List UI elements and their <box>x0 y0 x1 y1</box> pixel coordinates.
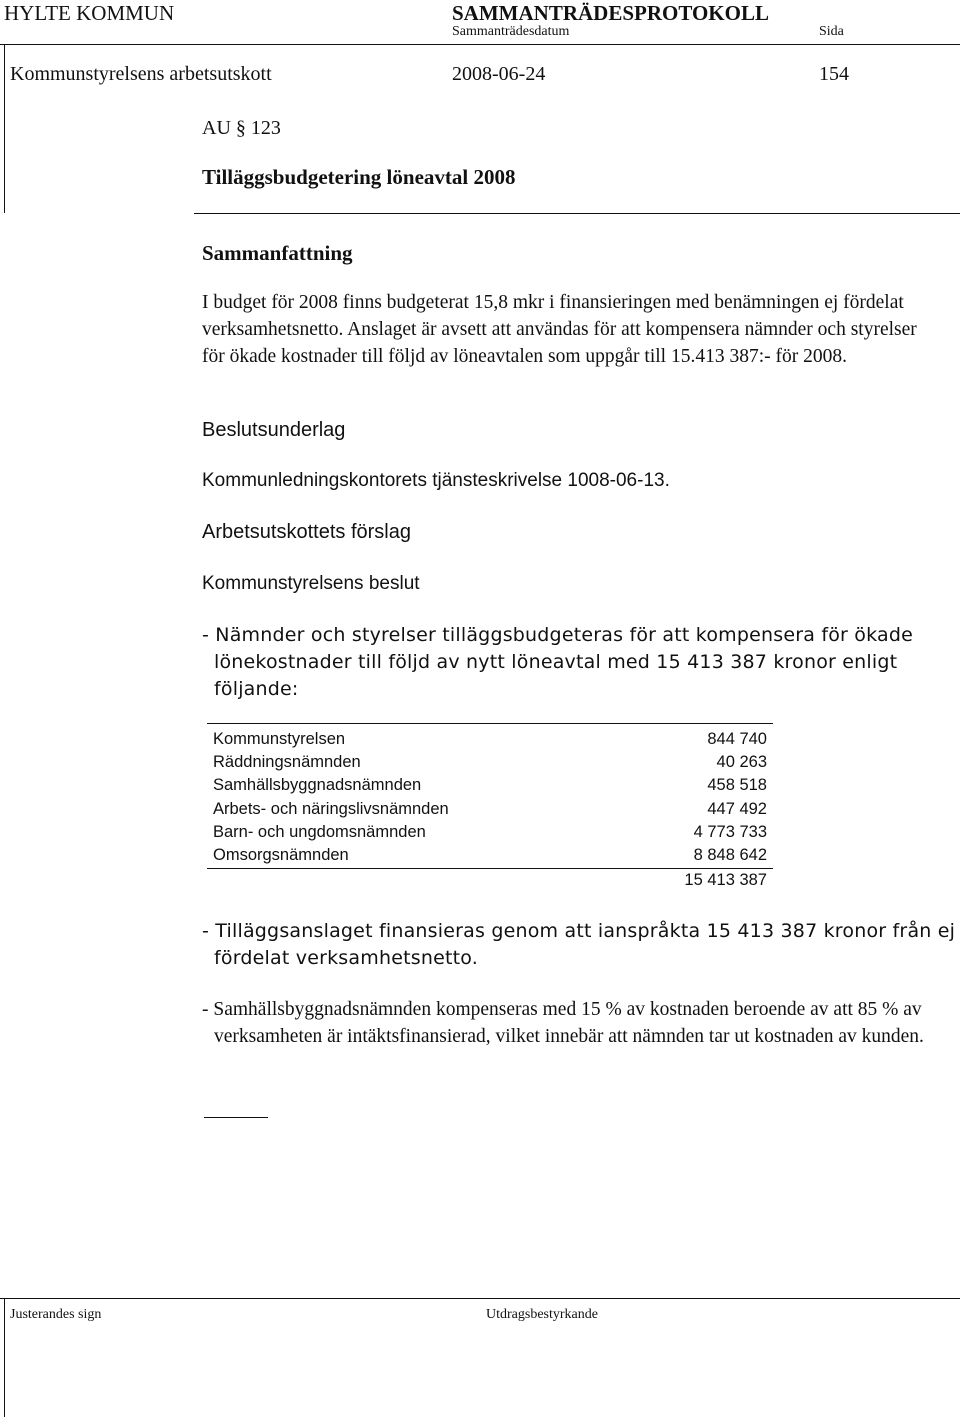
decision-item-3: - Samhällsbyggnadsnämnden kompenseras med 15 % av kostnaden beroende av att 85 % av verksamheten är intäktsfinansierad, vilket innebär att nämnden tar ut kostnaden av kunden. <box>202 999 924 1047</box>
basis-heading: Beslutsunderlag <box>202 419 346 441</box>
table-bottom-rule <box>207 868 773 869</box>
footer-left-rule <box>4 1298 5 1417</box>
table-cell-value: 844 740 <box>707 730 767 748</box>
left-margin-rule <box>4 44 5 213</box>
table-cell-value: 40 263 <box>716 753 767 771</box>
table-row <box>213 776 773 799</box>
footer-certification-label: Utdragsbestyrkande <box>486 1307 598 1322</box>
section-title: Tilläggsbudgetering löneavtal 2008 <box>202 165 516 189</box>
table-row <box>213 753 773 776</box>
meeting-date: 2008-06-24 <box>452 63 546 85</box>
table-cell-name: Omsorgsnämnden <box>213 846 349 864</box>
proposal-heading: Arbetsutskottets förslag <box>202 521 411 543</box>
summary-heading: Sammanfattning <box>202 241 353 265</box>
table-cell-name: Kommunstyrelsen <box>213 730 346 748</box>
table-top-rule <box>207 723 773 724</box>
meeting-date-label: Sammanträdesdatum <box>452 24 570 39</box>
table-total-value: 15 413 387 <box>684 871 767 889</box>
table-row <box>213 730 773 753</box>
table-cell-value: 458 518 <box>707 776 767 794</box>
decision-item-1: - Nämnder och styrelser tilläggsbudgeteras för att kompensera för ökade lönekostnader till följd av nytt löneavtal med 15 413 387 kronor enligt följande: <box>202 624 913 700</box>
table-row <box>213 823 773 846</box>
table-total-row <box>213 871 773 894</box>
table-cell-name: Räddningsnämnden <box>213 753 361 771</box>
table-cell-name: Samhällsbyggnadsnämnden <box>213 776 422 794</box>
summary-text: I budget för 2008 finns budgeterat 15,8 mkr i finansieringen med benämningen ej fördelat verksamhetsnetto. Anslaget är avsett att användas för att kompensera nämnder och styrelser för ökade kostnader till följd av löneavtalen som uppgår till 15.413 387:- för 2008. <box>202 292 917 367</box>
municipality-name: HYLTE KOMMUN <box>4 1 175 25</box>
committee-name: Kommunstyrelsens arbetsutskott <box>10 63 272 85</box>
end-rule <box>204 1117 268 1118</box>
table-cell-value: 4 773 733 <box>693 823 767 841</box>
page-number: 154 <box>819 63 849 85</box>
section-rule <box>194 213 960 214</box>
table-cell-name: Barn- och ungdomsnämnden <box>213 823 426 841</box>
header-rule <box>0 44 960 45</box>
decision-subheading: Kommunstyrelsens beslut <box>202 573 420 594</box>
table-cell-value: 447 492 <box>707 800 767 818</box>
basis-text: Kommunledningskontorets tjänsteskrivelse 1008-06-13. <box>202 470 670 491</box>
paragraph-reference: AU § 123 <box>202 117 281 139</box>
table-cell-value: 8 848 642 <box>693 846 767 864</box>
table-cell-name: Arbets- och näringslivsnämnden <box>213 800 449 818</box>
footer-rule <box>0 1298 960 1299</box>
footer-sign-label: Justerandes sign <box>10 1307 102 1322</box>
decision-item-2: - Tilläggsanslaget finansieras genom att ianspråkta 15 413 387 kronor från ej fördelat verksamhetsnetto. <box>202 920 956 969</box>
table-row <box>213 846 773 869</box>
document-type: SAMMANTRÄDESPROTOKOLL <box>452 1 769 25</box>
table-row <box>213 800 773 823</box>
page-label: Sida <box>819 24 844 39</box>
